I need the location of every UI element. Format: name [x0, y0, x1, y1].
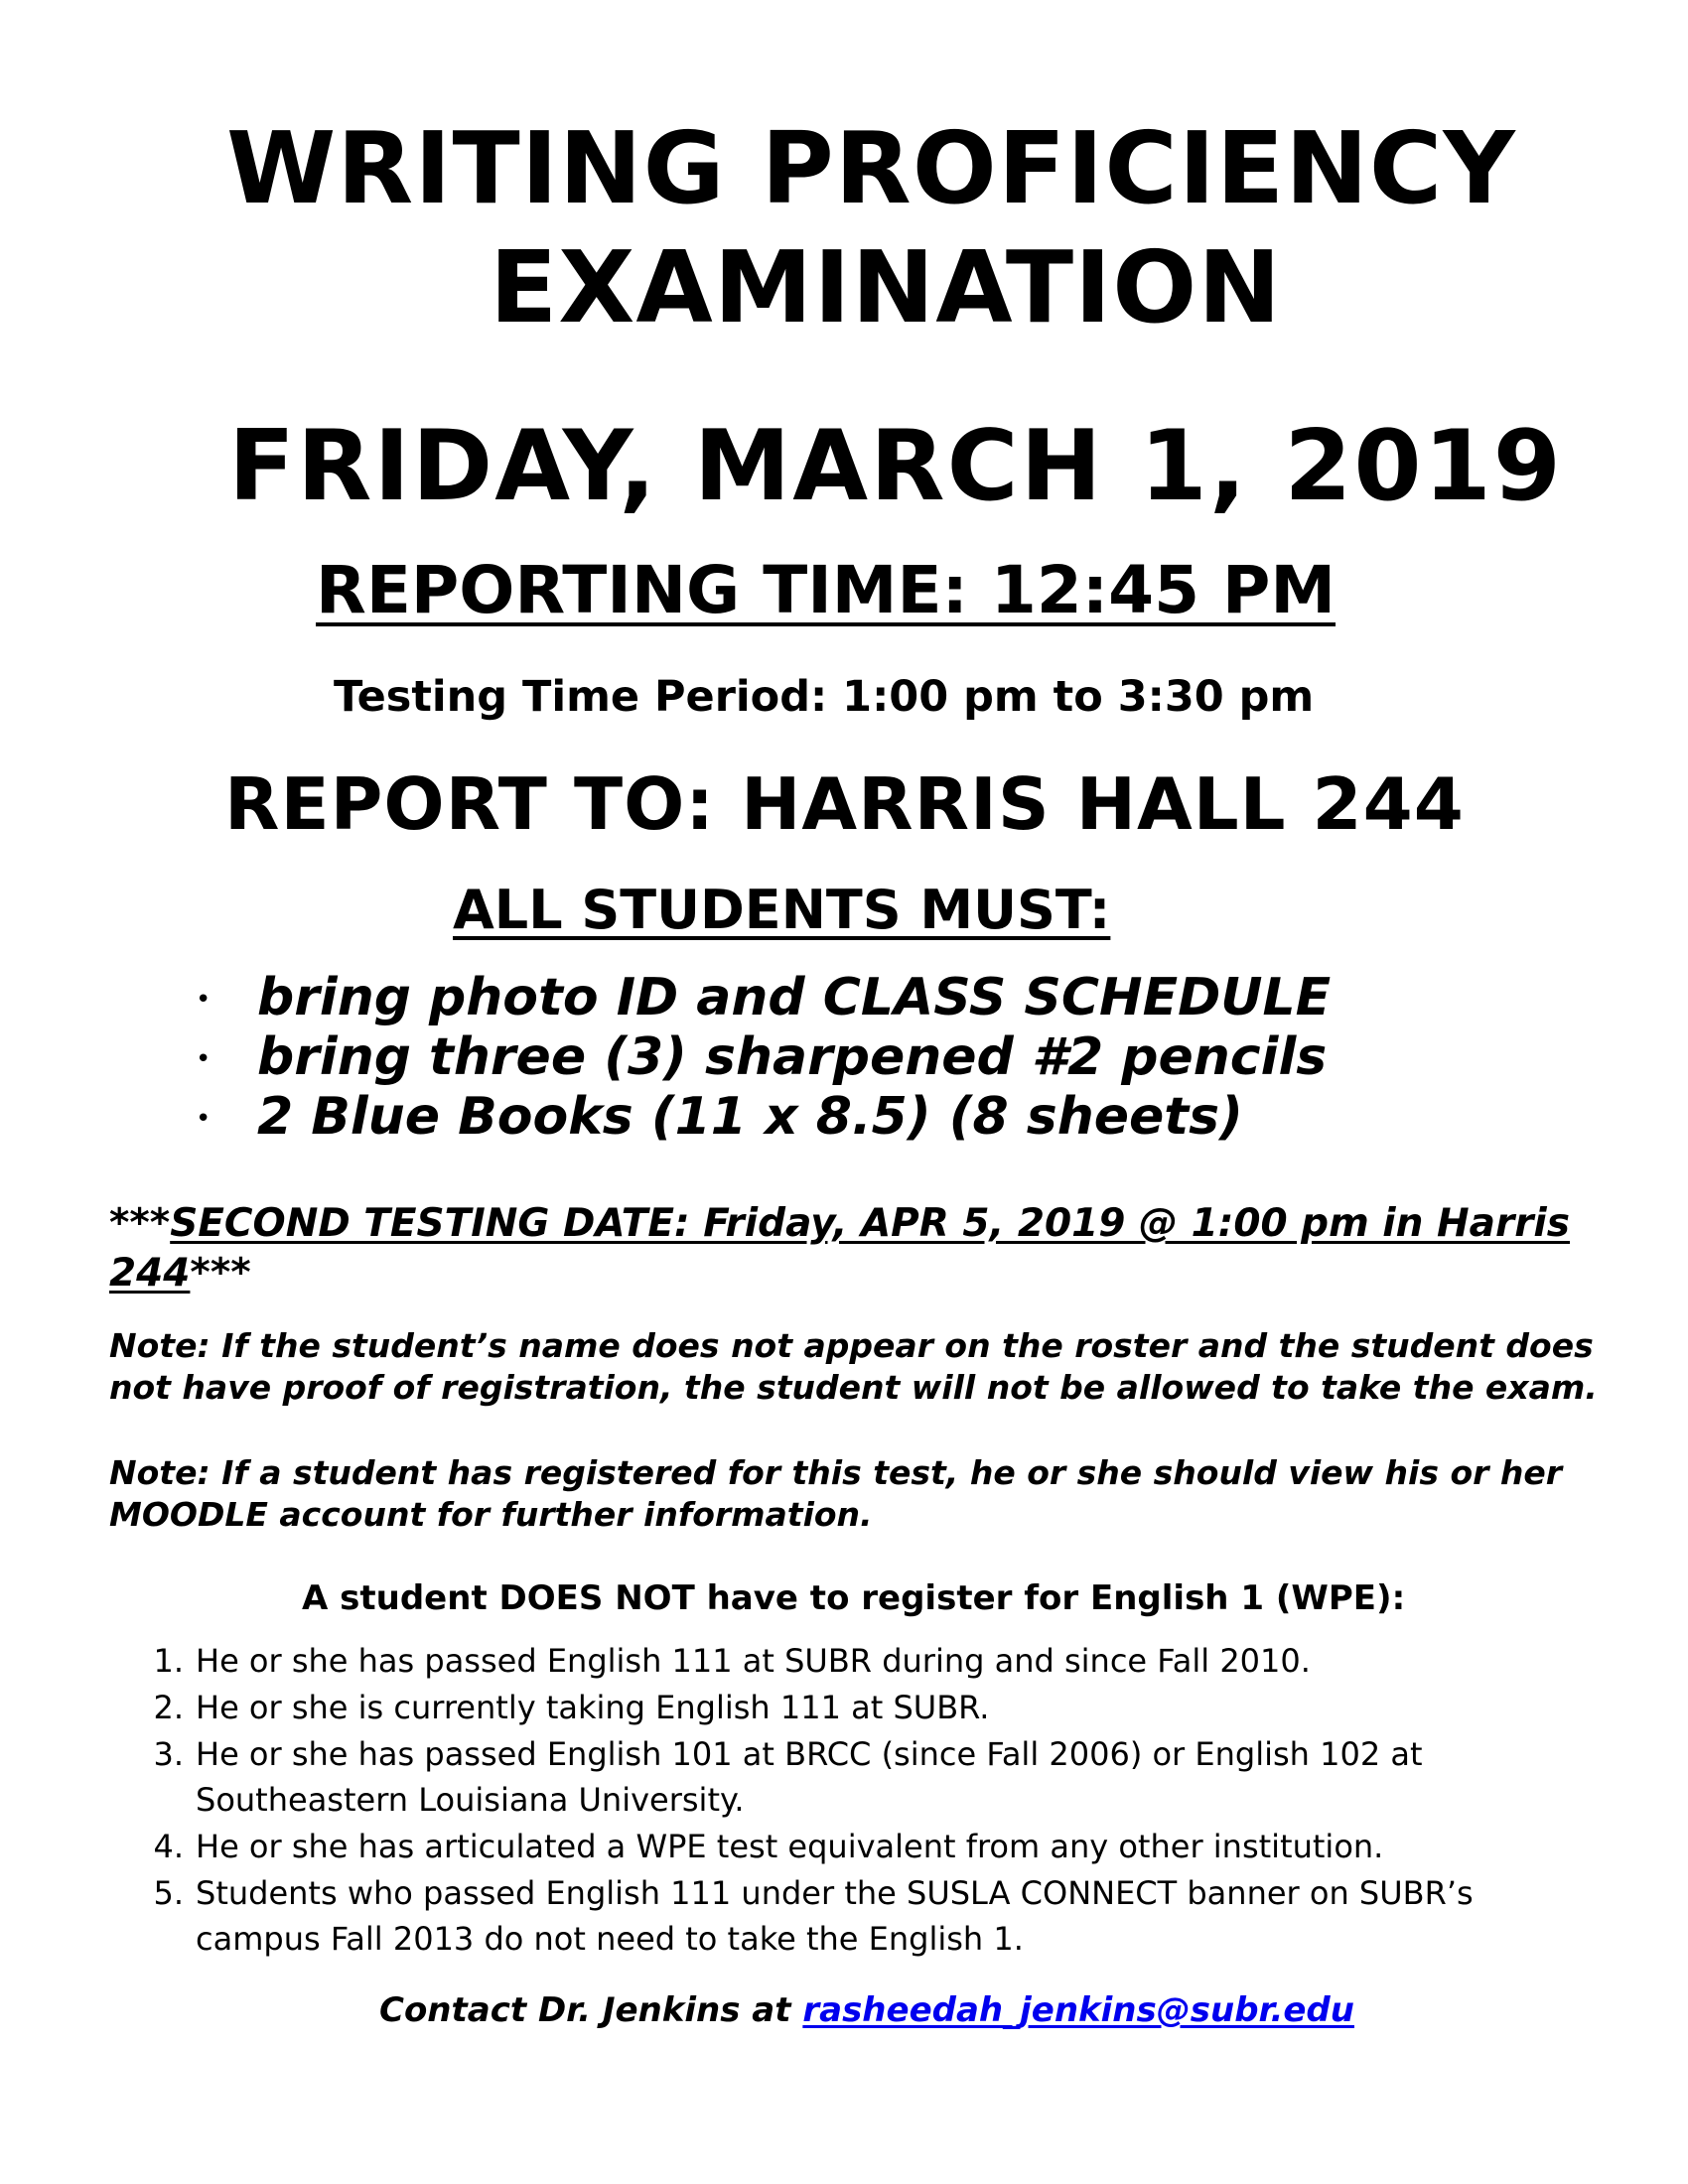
testing-time-period: Testing Time Period: 1:00 pm to 3:30 pm	[334, 672, 1315, 722]
second-testing-date	[109, 1199, 1599, 1298]
contact-email-link[interactable]: rasheedah_jenkins@subr.edu	[802, 1990, 1354, 2030]
list-item	[196, 1027, 1328, 1087]
item-text: He or she is currently taking English 111 at SUBR.	[196, 1689, 990, 1726]
second-date-prefix: ***	[109, 1201, 171, 1246]
item-number: 3.	[153, 1735, 184, 1773]
contact-line	[379, 1985, 1354, 2035]
title-line-2: EXAMINATION	[490, 229, 1282, 345]
requirements-heading: ALL STUDENTS MUST:	[453, 879, 1111, 941]
note-moodle: Note: If a student has registered for this test, he or she should view his or her MOODLE account for further information.	[109, 1453, 1563, 1534]
item-number: 2.	[153, 1689, 184, 1726]
item-text: He or she has passed English 111 at SUBR during and since Fall 2010.	[196, 1642, 1311, 1680]
item-number: 5.	[153, 1874, 184, 1912]
contact-text: Contact Dr. Jenkins at	[379, 1990, 791, 2030]
requirement-text: bring photo ID and CLASS SCHEDULE	[257, 968, 1332, 1027]
list-item	[144, 1685, 1554, 1730]
exam-date: FRIDAY, MARCH 1, 2019	[228, 410, 1563, 523]
list-item	[196, 968, 1332, 1027]
bullet-icon: •	[196, 1044, 211, 1074]
requirement-text: 2 Blue Books (11 x 8.5) (8 sheets)	[257, 1087, 1243, 1147]
item-text: Students who passed English 111 under the SUSLA CONNECT banner on SUBR’s campus Fall 2013 do not need to take the English 1.	[196, 1874, 1474, 1958]
list-item	[144, 1870, 1554, 1962]
list-item	[144, 1824, 1554, 1869]
title-line-1: WRITING PROFICIENCY	[226, 110, 1516, 226]
bullet-icon: •	[196, 985, 211, 1015]
item-number: 4.	[153, 1828, 184, 1865]
bullet-icon: •	[196, 1104, 211, 1134]
item-text: He or she has passed English 101 at BRCC (since Fall 2006) or English 102 at Southeastern Louisiana University.	[196, 1735, 1423, 1819]
note-roster: Note: If the student’s name does not appear on the roster and the student does not have proof of registration, the student will not be allowed to take the exam.	[109, 1326, 1598, 1407]
list-item	[144, 1731, 1554, 1823]
list-item	[144, 1638, 1554, 1684]
item-text: He or she has articulated a WPE test equivalent from any other institution.	[196, 1828, 1384, 1865]
item-number: 1.	[153, 1642, 184, 1680]
report-location: REPORT TO: HARRIS HALL 244	[224, 762, 1465, 846]
second-date-suffix: ***	[190, 1251, 251, 1296]
reporting-time: REPORTING TIME: 12:45 PM	[316, 552, 1336, 628]
second-date-text: SECOND TESTING DATE: Friday, APR 5, 2019 @ 1:00 pm in Harris 244	[109, 1201, 1571, 1296]
requirement-text: bring three (3) sharpened #2 pencils	[257, 1027, 1328, 1087]
exemptions-heading: A student DOES NOT have to register for English 1 (WPE):	[302, 1578, 1406, 1618]
list-item	[196, 1087, 1243, 1147]
